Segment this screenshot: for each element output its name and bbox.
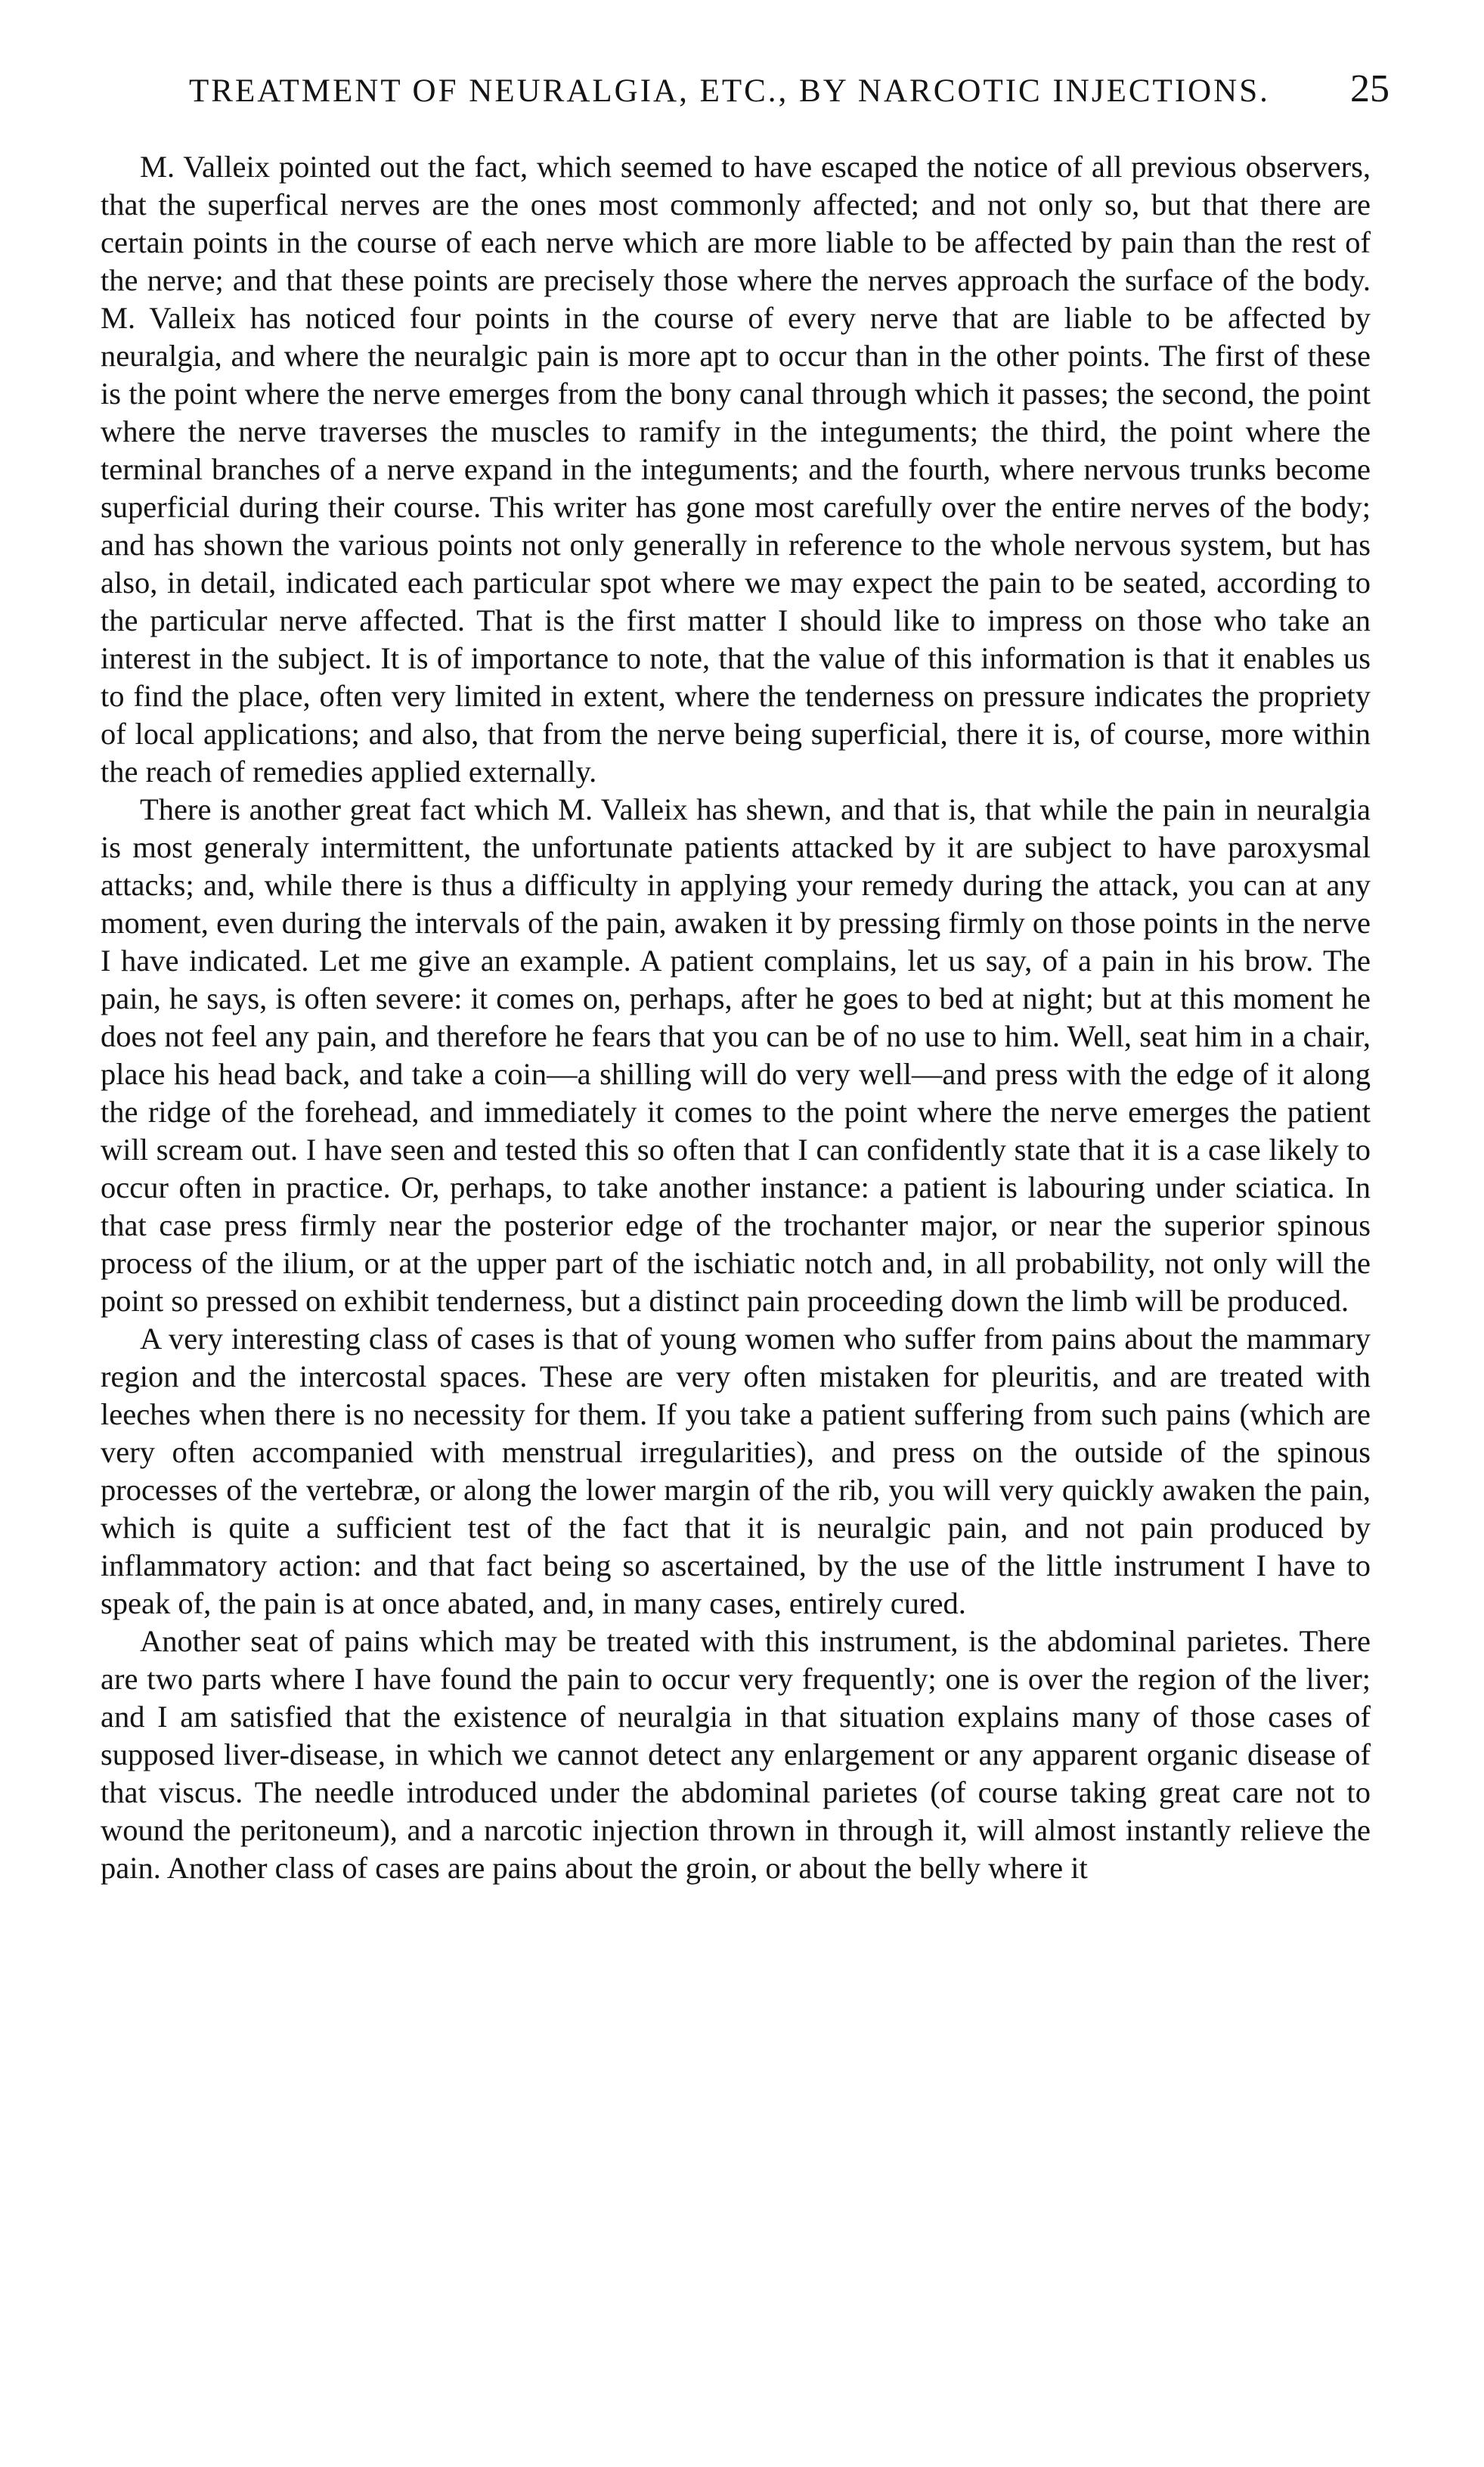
paragraph-intercostal-cases: A very interesting class of cases is that of young women who suffer from pains about the mammary region and the intercostal spaces. These are very often mistaken for pleuritis, and are treated with leeches when there is no necessity for them. If you take a patient suffering from such pains (which are very often accompanied with menstrual irregularities), and press on the outside of the spinous processes of the vertebræ, or along the lower margin of the rib, you will very quickly awaken the pain, which is quite a sufficient test of the fact that it is neuralgic pain, and not pain produced by inflammatory action: and that fact being so ascertained, by the use of the little instrument I have to speak of, the pain is at once abated, and, in many cases, entirely cured. [101,1322,1371,1620]
page-number: 25 [1350,67,1390,110]
running-title: TREATMENT OF NEURALGIA, ETC., BY NARCOTIC INJECTIONS. [189,73,1270,109]
body-text [101,148,1371,1887]
running-head [189,67,1390,127]
paragraph-valleix-points: M. Valleix pointed out the fact, which seemed to have escaped the notice of all previous observers, that the superfical nerves are the ones most commonly affected; and not only so, but that there are certain points in the course of each nerve which are more liable to be affected by pain than the rest of the nerve; and that these points are precisely those where the nerves approach the surface of the body. M. Valleix has noticed four points in the course of every nerve that are liable to be affected by neuralgia, and where the neuralgic pain is more apt to occur than in the other points. The first of these is the point where the nerve emerges from the bony canal through which it passes; the second, the point where the nerve traverses the muscles to ramify in the integuments; the third, the point where the terminal branches of a nerve expand in the integuments; and the fourth, where nervous trunks become superficial during their course. This writer has gone most carefully over the entire nerves of the body; and has shown the various points not only generally in reference to the whole nervous system, but has also, in detail, indicated each particular spot where we may expect the pain to be seated, according to the particular nerve affected. That is the first matter I should like to impress on those who take an interest in the subject. It is of importance to note, that the value of this information is that it enables us to find the place, often very limited in extent, where the tenderness on pressure indicates the propriety of local applications; and also, that from the nerve being superficial, there it is, of course, more within the reach of remedies applied externally. [101,150,1371,789]
paragraph-paroxysmal-attacks: There is another great fact which M. Valleix has shewn, and that is, that while the pain in neuralgia is most generaly intermittent, the unfortunate patients attacked by it are subject to have paroxysmal attacks; and, while there is thus a difficulty in applying your remedy during the attack, you can at any moment, even during the intervals of the pain, awaken it by pressing firmly on those points in the nerve I have indicated. Let me give an example. A patient complains, let us say, of a pain in his brow. The pain, he says, is often severe: it comes on, perhaps, after he goes to bed at night; but at this moment he does not feel any pain, and therefore he fears that you can be of no use to him. Well, seat him in a chair, place his head back, and take a coin—a shilling will do very well—and press with the edge of it along the ridge of the forehead, and immediately it comes to the point where the nerve emerges the patient will scream out. I have seen and tested this so often that I can confidently state that it is a case likely to occur often in practice. Or, perhaps, to take another instance: a patient is labouring under sciatica. In that case press firmly near the posterior edge of the trochanter major, or near the superior spinous process of the ilium, or at the upper part of the ischiatic notch and, in all probability, not only will the point so pressed on exhibit tenderness, but a distinct pain proceeding down the limb will be produced. [101,792,1371,1318]
paragraph-abdominal-parietes: Another seat of pains which may be treated with this instrument, is the abdominal parietes. There are two parts where I have found the pain to occur very frequently; one is over the region of the liver; and I am satisfied that the existence of neuralgia in that situation explains many of those cases of supposed liver-disease, in which we cannot detect any enlargement or any apparent organic disease of that viscus. The needle introduced under the abdominal parietes (of course taking great care not to wound the peritoneum), and a narcotic injection thrown in through it, will almost instantly relieve the pain. Another class of cases are pains about the groin, or about the belly where it [101,1624,1371,1885]
